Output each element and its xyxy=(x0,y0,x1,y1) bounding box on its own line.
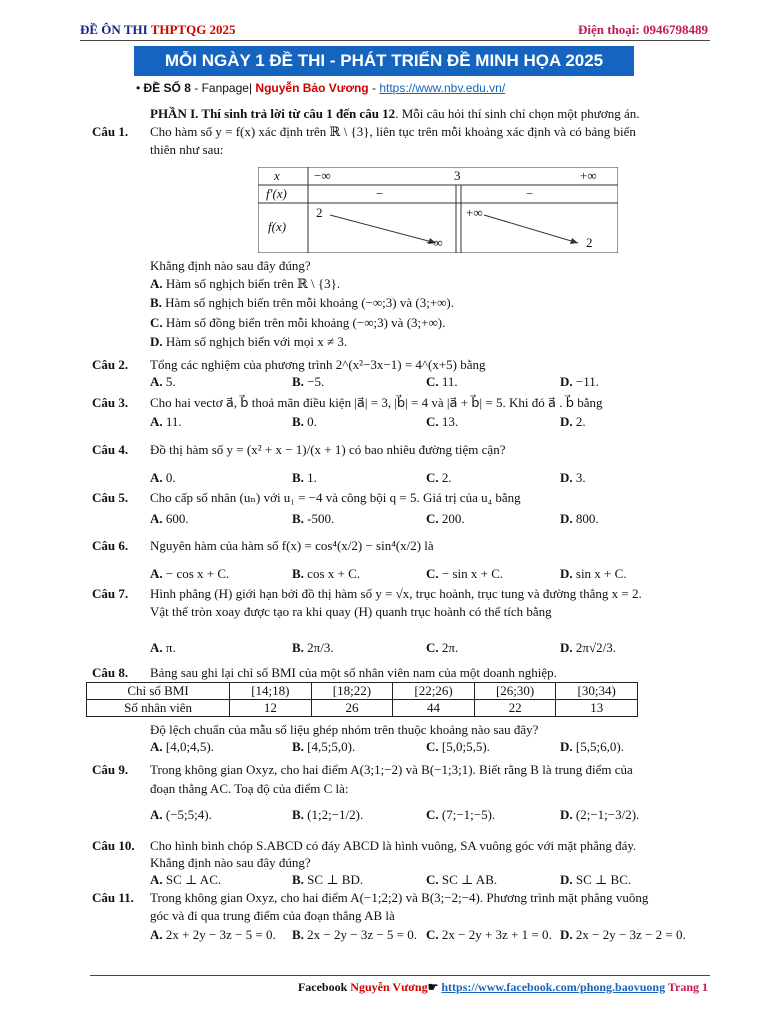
q1-label: Câu 1. xyxy=(92,124,129,139)
vt-3: 3 xyxy=(454,168,461,183)
footer: Facebook Nguyễn Vương☛ https://www.facebook.com/phong.baovuong Trang 1 xyxy=(297,980,708,994)
q11-option-b[interactable]: B. 2x − 2y − 3z − 5 = 0. xyxy=(292,927,418,942)
q11-text1: Trong không gian Oxyz, cho hai điểm A(−1;2;2) và B(3;−2;−4). Phương trình mặt phẳng vuông xyxy=(150,890,649,905)
header-title: ĐỀ ÔN THI THPTQG 2025 xyxy=(80,22,236,37)
table-cell: Chỉ số BMI xyxy=(87,683,230,700)
vt-val-neginf: −∞ xyxy=(426,235,443,250)
banner-title: MỖI NGÀY 1 ĐỀ THI - PHÁT TRIỂN ĐỀ MINH HỌA 2025 xyxy=(134,46,634,76)
website-link[interactable]: https://www.nbv.edu.vn/ xyxy=(379,81,506,95)
table-cell: 13 xyxy=(556,700,638,717)
q4-option-a[interactable]: A. 0. xyxy=(150,470,176,485)
vt-pos-inf: +∞ xyxy=(580,168,597,183)
facebook-link[interactable]: https://www.facebook.com/phong.baovuong xyxy=(441,980,666,994)
q1-text2: thiên như sau: xyxy=(150,142,224,157)
q3-label: Câu 3. xyxy=(92,395,129,410)
q10-text1: Cho hình bình chóp S.ABCD có đáy ABCD là hình vuông, SA vuông góc với mặt phẳng đáy. xyxy=(150,838,637,853)
q6-option-c[interactable]: C. − sin x + C. xyxy=(426,566,504,581)
q3-option-a[interactable]: A. 11. xyxy=(150,414,182,429)
q10-option-a[interactable]: A. SC ⊥ AC. xyxy=(150,872,222,887)
vt-sign1: − xyxy=(376,186,384,201)
vt-val-2b: 2 xyxy=(586,235,593,250)
q5-option-a[interactable]: A. 600. xyxy=(150,511,189,526)
q3-option-c[interactable]: C. 13. xyxy=(426,414,459,429)
q6-text: Nguyên hàm của hàm số f(x) = cos⁴(x/2) − sin⁴(x/2) là xyxy=(150,538,434,553)
q11-option-a[interactable]: A. 2x + 2y − 3z − 5 = 0. xyxy=(150,927,276,942)
vt-sign2: − xyxy=(526,186,534,201)
variation-table xyxy=(258,167,618,253)
q7-text2: Vật thể tròn xoay được tạo ra khi quay (H) quanh trục hoành có thể tích bằng xyxy=(150,604,552,619)
pointing-hand-icon: ☛ xyxy=(427,980,439,994)
bmi-table xyxy=(86,682,638,717)
q7-option-c[interactable]: C. 2π. xyxy=(426,640,459,655)
q8-option-c[interactable]: C. [5,0;5,5). xyxy=(426,739,490,754)
q10-text2: Khẳng định nào sau đây đúng? xyxy=(150,855,311,870)
q9-text1: Trong không gian Oxyz, cho hai điểm A(3;1;−2) và B(−1;3;1). Biết rằng B là trung điểm của xyxy=(150,762,633,777)
table-cell: [14;18) xyxy=(230,683,312,700)
q7-option-d[interactable]: D. 2π√2/3. xyxy=(560,640,616,655)
vt-neg-inf: −∞ xyxy=(314,168,331,183)
q11-label: Câu 11. xyxy=(92,890,134,905)
vt-fx: f(x) xyxy=(268,219,287,234)
table-cell: Số nhân viên xyxy=(87,700,230,717)
q2-option-d[interactable]: D. −11. xyxy=(560,374,599,389)
q11-option-c[interactable]: C. 2x − 2y + 3z + 1 = 0. xyxy=(426,927,552,942)
q10-option-c[interactable]: C. SC ⊥ AB. xyxy=(426,872,498,887)
q5-option-b[interactable]: B. -500. xyxy=(292,511,335,526)
q7-text1: Hình phẳng (H) giới hạn bởi đồ thị hàm số y = √x, trục hoành, trục tung và đường thẳng x = 2. xyxy=(150,586,642,601)
q7-label: Câu 7. xyxy=(92,586,129,601)
table-row xyxy=(87,683,638,700)
q8-option-d[interactable]: D. [5,5;6,0). xyxy=(560,739,624,754)
vt-fprime: f′(x) xyxy=(266,186,287,201)
q3-text: Cho hai vectơ a⃗, b⃗ thoả mãn điều kiện |a⃗| = 3, |b⃗| = 4 và |a⃗ + b⃗| = 5. Khi đó a⃗ . b⃗ bằng xyxy=(150,395,603,410)
q4-text: Đồ thị hàm số y = (x² + x − 1)/(x + 1) có bao nhiêu đường tiệm cận? xyxy=(150,442,506,457)
table-row xyxy=(87,700,638,717)
q4-option-c[interactable]: C. 2. xyxy=(426,470,452,485)
q9-option-a[interactable]: A. (−5;5;4). xyxy=(150,807,212,822)
q1-option-c[interactable]: C. Hàm số đồng biến trên mỗi khoảng (−∞;3) và (3;+∞). xyxy=(150,315,446,330)
page-number: Trang 1 xyxy=(665,980,708,994)
q10-option-d[interactable]: D. SC ⊥ BC. xyxy=(560,872,632,887)
q5-option-d[interactable]: D. 800. xyxy=(560,511,599,526)
table-cell: [26;30) xyxy=(474,683,556,700)
q9-option-c[interactable]: C. (7;−1;−5). xyxy=(426,807,496,822)
q1-prompt: Khẳng định nào sau đây đúng? xyxy=(150,258,311,273)
q2-option-c[interactable]: C. 11. xyxy=(426,374,458,389)
subheader: • ĐỀ SỐ 8 - Fanpage| Nguyễn Bảo Vương - https://www.nbv.edu.vn/ xyxy=(136,81,506,95)
q8-label: Câu 8. xyxy=(92,665,129,680)
q4-option-b[interactable]: B. 1. xyxy=(292,470,317,485)
q9-text2: đoạn thẳng AC. Toạ độ của điểm C là: xyxy=(150,781,349,796)
q11-option-d[interactable]: D. 2x − 2y − 3z − 2 = 0. xyxy=(560,927,686,942)
q1-option-b[interactable]: B. Hàm số nghịch biến trên mỗi khoảng (−∞;3) và (3;+∞). xyxy=(150,295,454,310)
q1-text: Cho hàm số y = f(x) xác định trên ℝ \ {3}, liên tục trên mỗi khoảng xác định và có bảng biến xyxy=(150,124,636,139)
table-cell: 44 xyxy=(393,700,475,717)
q5-option-c[interactable]: C. 200. xyxy=(426,511,465,526)
q4-label: Câu 4. xyxy=(92,442,129,457)
q8-prompt: Độ lệch chuẩn của mẫu số liệu ghép nhóm trên thuộc khoảng nào sau đây? xyxy=(150,722,539,737)
q9-option-b[interactable]: B. (1;2;−1/2). xyxy=(292,807,364,822)
q6-option-a[interactable]: A. − cos x + C. xyxy=(150,566,230,581)
vt-x: x xyxy=(274,168,280,183)
q1-option-a[interactable]: A. Hàm số nghịch biến trên ℝ \ {3}. xyxy=(150,276,341,291)
q4-option-d[interactable]: D. 3. xyxy=(560,470,586,485)
footer-divider xyxy=(90,975,710,976)
q11-text2: góc và đi qua trung điểm của đoạn thẳng AB là xyxy=(150,908,395,923)
table-cell: 12 xyxy=(230,700,312,717)
q6-option-b[interactable]: B. cos x + C. xyxy=(292,566,361,581)
table-cell: 26 xyxy=(311,700,393,717)
q9-option-d[interactable]: D. (2;−1;−3/2). xyxy=(560,807,640,822)
q9-label: Câu 9. xyxy=(92,762,129,777)
vt-val-posinf: +∞ xyxy=(466,205,483,220)
q2-option-a[interactable]: A. 5. xyxy=(150,374,176,389)
q10-option-b[interactable]: B. SC ⊥ BD. xyxy=(292,872,364,887)
q5-label: Câu 5. xyxy=(92,490,129,505)
header-phone: Điện thoại: 0946798489 xyxy=(578,22,708,37)
part-heading: PHẦN I. Thí sinh trả lời từ câu 1 đến câu 12. Mỗi câu hỏi thí sinh chỉ chọn một phương án. xyxy=(150,106,640,121)
q3-option-d[interactable]: D. 2. xyxy=(560,414,586,429)
q2-text: Tổng các nghiệm của phương trình 2^(x²−3x−1) = 4^(x+5) bằng xyxy=(150,357,486,372)
header-divider xyxy=(80,40,710,41)
table-cell: [18;22) xyxy=(311,683,393,700)
vt-val-2a: 2 xyxy=(316,205,323,220)
table-cell: 22 xyxy=(474,700,556,717)
q8-option-a[interactable]: A. [4,0;4,5). xyxy=(150,739,214,754)
q7-option-b[interactable]: B. 2π/3. xyxy=(292,640,334,655)
q2-option-b[interactable]: B. −5. xyxy=(292,374,325,389)
q7-option-a[interactable]: A. π. xyxy=(150,640,176,655)
q5-text: Cho cấp số nhân (uₙ) với u₁ = −4 và công bội q = 5. Giá trị của u₄ bằng xyxy=(150,490,521,505)
table-cell: [30;34) xyxy=(556,683,638,700)
q3-option-b[interactable]: B. 0. xyxy=(292,414,317,429)
q8-option-b[interactable]: B. [4,5;5,0). xyxy=(292,739,356,754)
table-cell: [22;26) xyxy=(393,683,475,700)
q8-text: Bảng sau ghi lại chỉ số BMI của một số nhân viên nam của một doanh nghiệp. xyxy=(150,665,557,680)
q6-option-d[interactable]: D. sin x + C. xyxy=(560,566,627,581)
q2-label: Câu 2. xyxy=(92,357,129,372)
q10-label: Câu 10. xyxy=(92,838,135,853)
q1-option-d[interactable]: D. Hàm số nghịch biến với mọi x ≠ 3. xyxy=(150,334,348,349)
q6-label: Câu 6. xyxy=(92,538,129,553)
